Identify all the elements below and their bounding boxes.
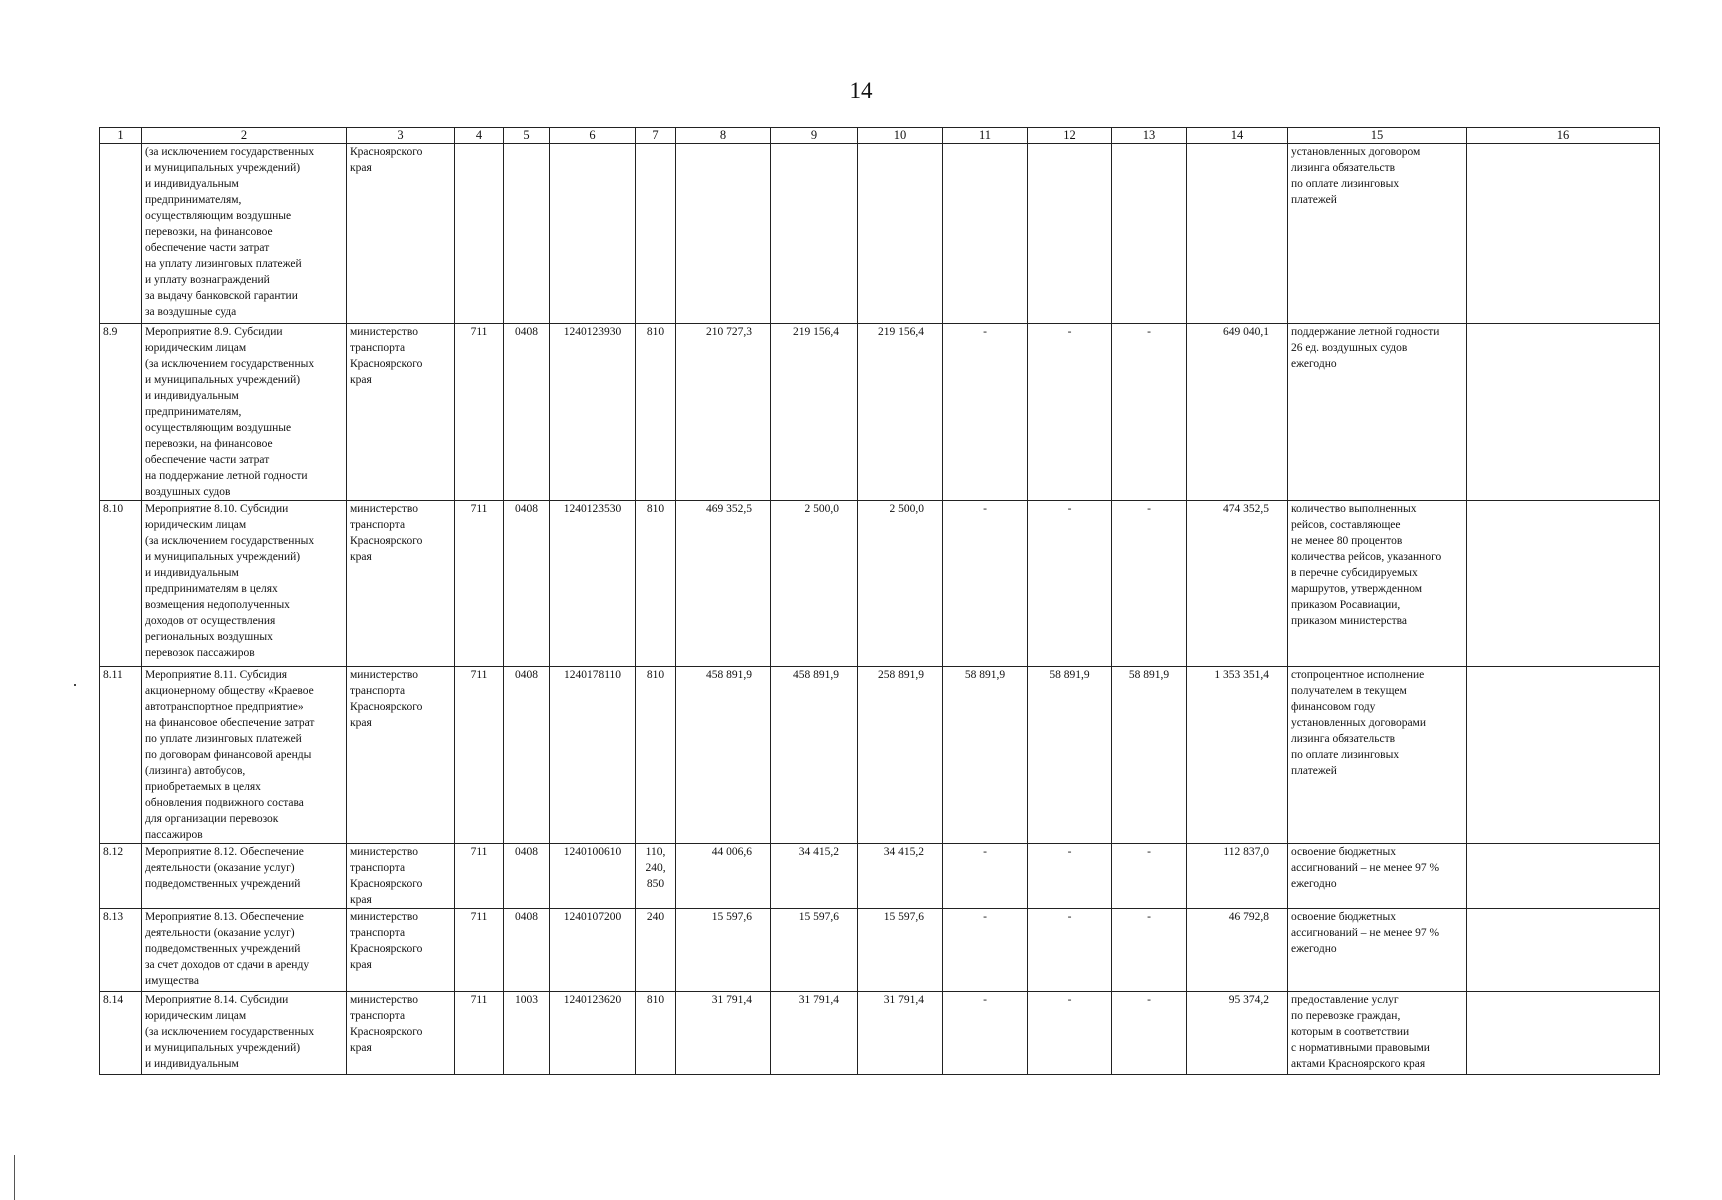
amount-year-6-cell: - <box>1112 324 1187 501</box>
expected-result-cell: установленных договором лизинга обязательств по оплате лизинговых платежей <box>1288 144 1467 324</box>
section-code-cell: 0408 <box>504 324 550 501</box>
amount-year-3-cell: 219 156,4 <box>858 324 943 501</box>
target-article-code-cell <box>550 144 636 324</box>
expected-result-cell: поддержание летной годности 26 ед. воздушных судов ежегодно <box>1288 324 1467 501</box>
amount-year-4-cell <box>943 144 1028 324</box>
amount-year-3-cell <box>858 144 943 324</box>
amount-total-cell: 474 352,5 <box>1187 501 1288 667</box>
scan-margin-mark <box>14 1155 15 1200</box>
amount-total-cell: 95 374,2 <box>1187 992 1288 1075</box>
amount-year-1-cell: 44 006,6 <box>676 844 771 909</box>
extra-column-cell <box>1467 501 1660 667</box>
measure-name-cell: (за исключением государственных и муниципальных учреждений) и индивидуальным предпринимателям, осуществляющим воздушные перевозки, на финансовое обеспечение части затрат на уплату лизинговых платежей и уплату вознаграждений за выдачу банковской гарантии за воздушные суда <box>142 144 347 324</box>
amount-year-6-cell: - <box>1112 992 1187 1075</box>
amount-year-3-cell: 31 791,4 <box>858 992 943 1075</box>
table-row <box>100 992 1660 1075</box>
amount-year-3-cell: 15 597,6 <box>858 909 943 992</box>
column-header: 14 <box>1187 128 1288 144</box>
amount-year-1-cell: 458 891,9 <box>676 667 771 844</box>
amount-year-5-cell: - <box>1028 992 1112 1075</box>
grbs-code-cell: 711 <box>455 992 504 1075</box>
amount-total-cell <box>1187 144 1288 324</box>
table-row <box>100 501 1660 667</box>
expense-type-code-cell: 810 <box>636 992 676 1075</box>
responsible-executor-cell: министерство транспорта Красноярского края <box>347 909 455 992</box>
column-header: 2 <box>142 128 347 144</box>
amount-year-5-cell <box>1028 144 1112 324</box>
amount-year-5-cell: - <box>1028 909 1112 992</box>
column-header: 16 <box>1467 128 1660 144</box>
target-article-code-cell: 1240123530 <box>550 501 636 667</box>
grbs-code-cell: 711 <box>455 324 504 501</box>
measure-name-cell: Мероприятие 8.10. Субсидии юридическим лицам (за исключением государственных и муниципальных учреждений) и индивидуальным предпринимателям в целях возмещения недополученных доходов от осуществления региональных воздушных перевозок пассажиров <box>142 501 347 667</box>
table-row <box>100 844 1660 909</box>
amount-year-1-cell: 31 791,4 <box>676 992 771 1075</box>
amount-year-6-cell: 58 891,9 <box>1112 667 1187 844</box>
column-header: 1 <box>100 128 142 144</box>
row-number-cell: 8.12 <box>100 844 142 909</box>
amount-year-6-cell: - <box>1112 501 1187 667</box>
amount-year-6-cell <box>1112 144 1187 324</box>
responsible-executor-cell: министерство транспорта Красноярского края <box>347 667 455 844</box>
responsible-executor-cell: министерство транспорта Красноярского края <box>347 324 455 501</box>
grbs-code-cell: 711 <box>455 909 504 992</box>
target-article-code-cell: 1240178110 <box>550 667 636 844</box>
target-article-code-cell: 1240123930 <box>550 324 636 501</box>
amount-year-3-cell: 258 891,9 <box>858 667 943 844</box>
column-header: 10 <box>858 128 943 144</box>
amount-year-4-cell: - <box>943 501 1028 667</box>
extra-column-cell <box>1467 909 1660 992</box>
amount-year-2-cell: 34 415,2 <box>771 844 858 909</box>
extra-column-cell <box>1467 844 1660 909</box>
row-number-cell: 8.9 <box>100 324 142 501</box>
expense-type-code-cell: 110, 240, 850 <box>636 844 676 909</box>
column-header: 12 <box>1028 128 1112 144</box>
amount-year-4-cell: 58 891,9 <box>943 667 1028 844</box>
amount-year-1-cell <box>676 144 771 324</box>
amount-year-5-cell: - <box>1028 501 1112 667</box>
measure-name-cell: Мероприятие 8.11. Субсидия акционерному обществу «Краевое автотранспортное предприятие» на финансовое обеспечение затрат по уплате лизинговых платежей по договорам финансовой аренды (лизинга) автобусов, приобретаемых в целях обновления подвижного состава для организации перевозок пассажиров <box>142 667 347 844</box>
section-code-cell: 0408 <box>504 667 550 844</box>
amount-total-cell: 112 837,0 <box>1187 844 1288 909</box>
amount-year-4-cell: - <box>943 844 1028 909</box>
column-header: 6 <box>550 128 636 144</box>
expected-result-cell: освоение бюджетных ассигнований – не менее 97 % ежегодно <box>1288 909 1467 992</box>
responsible-executor-cell: министерство транспорта Красноярского края <box>347 992 455 1075</box>
expense-type-code-cell: 240 <box>636 909 676 992</box>
expected-result-cell: количество выполненных рейсов, составляющее не менее 80 процентов количества рейсов, указанного в перечне субсидируемых маршрутов, утвержденном приказом Росавиации, приказом министерства <box>1288 501 1467 667</box>
column-header: 15 <box>1288 128 1467 144</box>
amount-year-1-cell: 469 352,5 <box>676 501 771 667</box>
amount-year-2-cell: 31 791,4 <box>771 992 858 1075</box>
column-header: 5 <box>504 128 550 144</box>
expected-result-cell: стопроцентное исполнение получателем в текущем финансовом году установленных договорами лизинга обязательств по оплате лизинговых платежей <box>1288 667 1467 844</box>
amount-year-4-cell: - <box>943 909 1028 992</box>
amount-total-cell: 46 792,8 <box>1187 909 1288 992</box>
row-number-cell: 8.10 <box>100 501 142 667</box>
page-number: 14 <box>849 78 873 103</box>
row-number-cell: 8.13 <box>100 909 142 992</box>
program-measures-table <box>99 127 1660 1075</box>
amount-year-3-cell: 2 500,0 <box>858 501 943 667</box>
scan-speck <box>74 684 76 686</box>
amount-year-2-cell <box>771 144 858 324</box>
expense-type-code-cell: 810 <box>636 501 676 667</box>
column-header: 13 <box>1112 128 1187 144</box>
expense-type-code-cell: 810 <box>636 324 676 501</box>
amount-year-2-cell: 458 891,9 <box>771 667 858 844</box>
extra-column-cell <box>1467 324 1660 501</box>
row-number-cell: 8.14 <box>100 992 142 1075</box>
responsible-executor-cell: Красноярского края <box>347 144 455 324</box>
row-number-cell: 8.11 <box>100 667 142 844</box>
column-header: 4 <box>455 128 504 144</box>
table-row <box>100 909 1660 992</box>
section-code-cell: 0408 <box>504 844 550 909</box>
expected-result-cell: предоставление услуг по перевозке граждан, которым в соответствии с нормативными правовыми актами Красноярского края <box>1288 992 1467 1075</box>
responsible-executor-cell: министерство транспорта Красноярского края <box>347 844 455 909</box>
column-header: 3 <box>347 128 455 144</box>
amount-year-2-cell: 219 156,4 <box>771 324 858 501</box>
amount-total-cell: 649 040,1 <box>1187 324 1288 501</box>
amount-year-3-cell: 34 415,2 <box>858 844 943 909</box>
column-number-header-row <box>100 128 1660 144</box>
amount-year-6-cell: - <box>1112 909 1187 992</box>
amount-year-1-cell: 15 597,6 <box>676 909 771 992</box>
amount-year-2-cell: 2 500,0 <box>771 501 858 667</box>
expense-type-code-cell: 810 <box>636 667 676 844</box>
grbs-code-cell: 711 <box>455 501 504 667</box>
expected-result-cell: освоение бюджетных ассигнований – не менее 97 % ежегодно <box>1288 844 1467 909</box>
column-header: 11 <box>943 128 1028 144</box>
table-row <box>100 667 1660 844</box>
amount-year-1-cell: 210 727,3 <box>676 324 771 501</box>
measure-name-cell: Мероприятие 8.9. Субсидии юридическим лицам (за исключением государственных и муниципальных учреждений) и индивидуальным предпринимателям, осуществляющим воздушные перевозки, на финансовое обеспечение части затрат на поддержание летной годности воздушных судов <box>142 324 347 501</box>
extra-column-cell <box>1467 667 1660 844</box>
row-number-cell <box>100 144 142 324</box>
amount-year-4-cell: - <box>943 324 1028 501</box>
amount-year-6-cell: - <box>1112 844 1187 909</box>
section-code-cell: 1003 <box>504 992 550 1075</box>
section-code-cell: 0408 <box>504 501 550 667</box>
column-header: 8 <box>676 128 771 144</box>
target-article-code-cell: 1240123620 <box>550 992 636 1075</box>
amount-year-5-cell: - <box>1028 844 1112 909</box>
section-code-cell: 0408 <box>504 909 550 992</box>
table-row <box>100 324 1660 501</box>
measure-name-cell: Мероприятие 8.13. Обеспечение деятельности (оказание услуг) подведомственных учреждений за счет доходов от сдачи в аренду имущества <box>142 909 347 992</box>
amount-year-5-cell: 58 891,9 <box>1028 667 1112 844</box>
amount-year-4-cell: - <box>943 992 1028 1075</box>
measure-name-cell: Мероприятие 8.14. Субсидии юридическим лицам (за исключением государственных и муниципальных учреждений) и индивидуальным <box>142 992 347 1075</box>
amount-year-5-cell: - <box>1028 324 1112 501</box>
grbs-code-cell: 711 <box>455 667 504 844</box>
grbs-code-cell: 711 <box>455 844 504 909</box>
extra-column-cell <box>1467 144 1660 324</box>
measure-name-cell: Мероприятие 8.12. Обеспечение деятельности (оказание услуг) подведомственных учреждений <box>142 844 347 909</box>
expense-type-code-cell <box>636 144 676 324</box>
amount-year-2-cell: 15 597,6 <box>771 909 858 992</box>
table-row <box>100 144 1660 324</box>
amount-total-cell: 1 353 351,4 <box>1187 667 1288 844</box>
grbs-code-cell <box>455 144 504 324</box>
section-code-cell <box>504 144 550 324</box>
target-article-code-cell: 1240100610 <box>550 844 636 909</box>
target-article-code-cell: 1240107200 <box>550 909 636 992</box>
column-header: 7 <box>636 128 676 144</box>
column-header: 9 <box>771 128 858 144</box>
extra-column-cell <box>1467 992 1660 1075</box>
responsible-executor-cell: министерство транспорта Красноярского края <box>347 501 455 667</box>
